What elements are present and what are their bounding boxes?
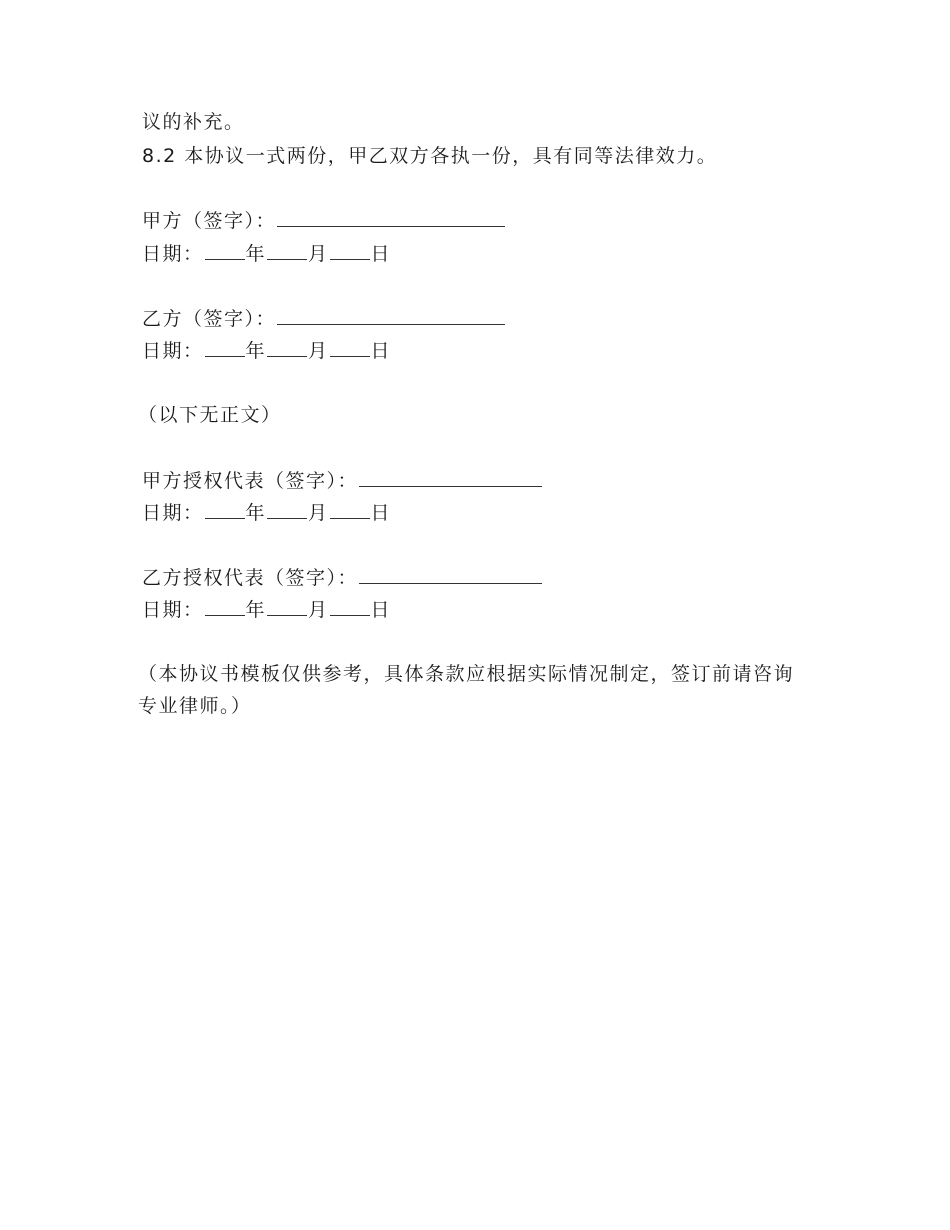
party-a-date-line	[142, 241, 391, 266]
rep-b-year-blank[interactable]	[205, 597, 245, 616]
year-label: 年	[245, 340, 267, 362]
month-label: 月	[308, 599, 329, 621]
rep-a-signature-blank[interactable]	[359, 468, 542, 487]
party-a-year-blank[interactable]	[205, 241, 245, 260]
rep-a-year-blank[interactable]	[205, 500, 245, 519]
rep-b-signature-label: 乙方授权代表（签字）：	[142, 567, 359, 589]
rep-b-month-blank[interactable]	[267, 597, 307, 616]
party-a-signature-blank[interactable]	[277, 208, 505, 227]
month-label: 月	[308, 340, 329, 362]
rep-b-date-label: 日期：	[142, 599, 204, 621]
rep-b-date-line	[142, 597, 391, 622]
party-b-signature-line	[142, 306, 506, 331]
party-b-month-blank[interactable]	[267, 338, 307, 357]
day-label: 日	[370, 340, 392, 362]
clause-8-2: 8.2 本协议一式两份，甲乙双方各执一份，具有同等法律效力。	[142, 145, 718, 167]
year-label: 年	[245, 243, 267, 265]
party-b-day-blank[interactable]	[330, 338, 370, 357]
rep-a-signature-label: 甲方授权代表（签字）：	[142, 470, 359, 492]
year-label: 年	[245, 502, 267, 524]
template-disclaimer: （本协议书模板仅供参考，具体条款应根据实际情况制定，签订前请咨询专业律师。）	[138, 663, 795, 717]
party-b-year-blank[interactable]	[205, 338, 245, 357]
party-a-month-blank[interactable]	[267, 241, 307, 260]
rep-a-month-blank[interactable]	[267, 500, 307, 519]
day-label: 日	[370, 502, 392, 524]
rep-b-day-blank[interactable]	[330, 597, 370, 616]
month-label: 月	[308, 502, 329, 524]
party-b-signature-blank[interactable]	[277, 306, 505, 325]
party-b-signature-label: 乙方（签字）：	[142, 308, 277, 330]
rep-b-signature-blank[interactable]	[359, 565, 542, 584]
day-label: 日	[370, 243, 392, 265]
party-a-date-label: 日期：	[142, 243, 204, 265]
year-label: 年	[245, 599, 267, 621]
party-b-date-label: 日期：	[142, 340, 204, 362]
rep-a-date-label: 日期：	[142, 502, 204, 524]
rep-b-signature-line	[142, 565, 543, 590]
party-b-date-line	[142, 338, 391, 363]
party-a-signature-label: 甲方（签字）：	[142, 210, 277, 232]
rep-a-day-blank[interactable]	[330, 500, 370, 519]
rep-a-date-line	[142, 500, 391, 525]
day-label: 日	[370, 599, 392, 621]
no-text-below-note: （以下无正文）	[138, 404, 282, 426]
continuation-text: 议的补充。	[142, 111, 245, 133]
month-label: 月	[308, 243, 329, 265]
rep-a-signature-line	[142, 468, 543, 493]
party-a-day-blank[interactable]	[330, 241, 370, 260]
party-a-signature-line	[142, 208, 506, 233]
